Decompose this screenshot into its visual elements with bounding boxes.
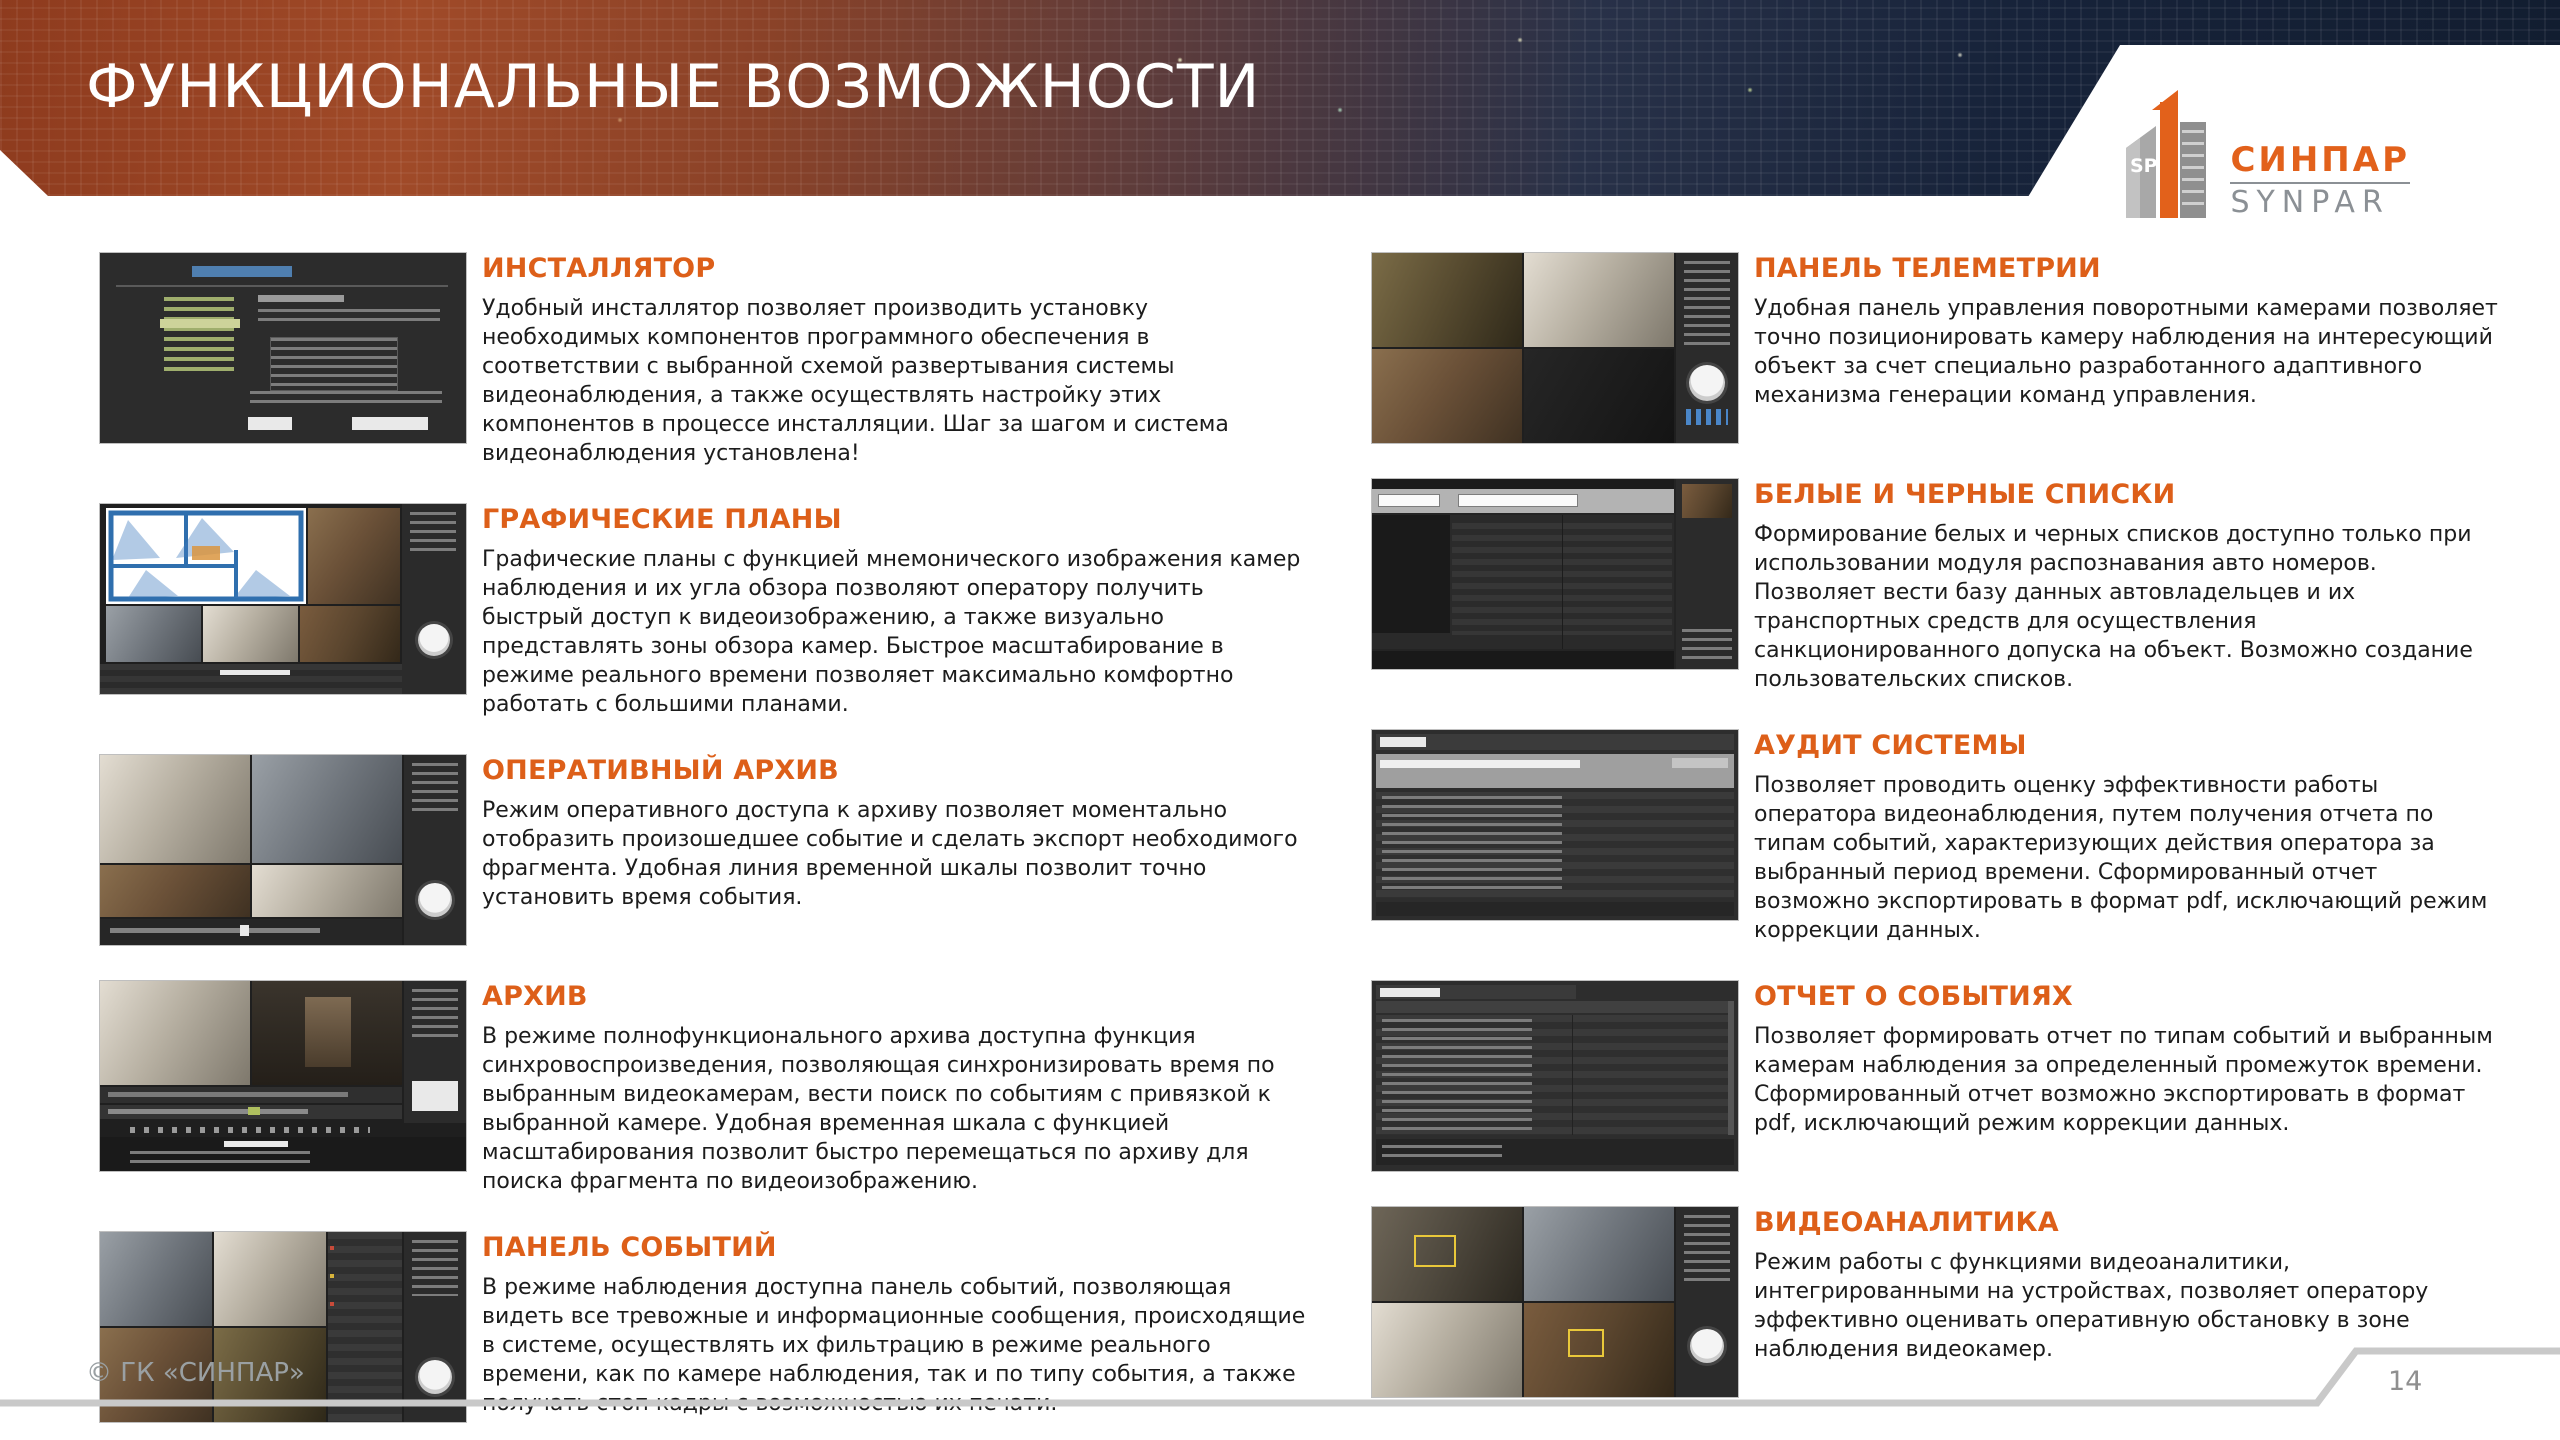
feature-title: ОТЧЕТ О СОБЫТИЯХ	[1754, 981, 2073, 1012]
analytics-screenshot-thumbnail	[1372, 1207, 1738, 1397]
installer-section-heading	[258, 295, 344, 302]
feature-title: БЕЛЫЕ И ЧЕРНЫЕ СПИСКИ	[1754, 479, 2176, 510]
device-tree	[1684, 261, 1730, 347]
column-divider	[1572, 1015, 1573, 1135]
lists-screenshot-thumbnail	[1372, 479, 1738, 669]
table-left-column	[1372, 515, 1450, 633]
feature-description: Удобный инсталлятор позволяет производить установку необходимых компонентов программного обеспечения в соответствии с выбранной схемой развертывания системы видеонаблюдения, а также осуществлять настройку этих компонентов в процессе инсталляции. Шаг за шагом и система видеонаблюдения установлена!	[482, 296, 1229, 466]
graphic-plans-screenshot-thumbnail	[100, 504, 466, 694]
logo-divider-line	[2230, 182, 2410, 184]
camera-tile	[1372, 253, 1522, 347]
feature-description: Позволяет проводить оценку эффективности работы оператора видеонаблюдения, путем получения отчета по типам событий, характеризующих действия оператора за выбранный период времени. Сформированный отчет возможно экспортировать в формат pdf, исключающий режим коррекции данных.	[1754, 773, 2488, 943]
logo-brand-en: SYNPAR	[2230, 185, 2390, 220]
camera-tile	[1524, 349, 1674, 443]
status-bar	[1376, 902, 1734, 916]
ptz-control-icon	[418, 624, 450, 656]
report-table-text	[1382, 1019, 1532, 1131]
timeline-marker	[248, 1107, 260, 1115]
export-dialog-shape	[412, 1081, 458, 1111]
divider	[116, 285, 448, 287]
audit-log-text	[1382, 796, 1562, 894]
report-header-row	[1380, 760, 1580, 768]
analytics-detection-box	[1414, 1235, 1456, 1267]
feature-white-black-lists	[1372, 479, 2507, 694]
side-panel-tree	[410, 512, 456, 552]
camera-tile	[1372, 349, 1522, 443]
camera-tile	[308, 508, 400, 604]
window-titlebar	[1372, 479, 1674, 489]
camera-tile	[252, 755, 402, 863]
camera-tile	[100, 981, 250, 1085]
analytics-detection-box	[1568, 1329, 1604, 1357]
status-bar	[1372, 651, 1674, 669]
table-header-row	[1376, 1001, 1734, 1013]
camera-tile	[100, 1232, 212, 1326]
installer-paragraph	[258, 309, 440, 326]
operative-archive-screenshot-thumbnail	[100, 755, 466, 945]
feature-event-report	[1372, 981, 2507, 1171]
feature-title: ПАНЕЛЬ СОБЫТИЙ	[482, 1232, 777, 1263]
feature-installer	[100, 253, 1315, 468]
feature-title: ВИДЕОАНАЛИТИКА	[1754, 1207, 2059, 1238]
camera-tile	[106, 606, 201, 662]
scrollbar-thumb	[220, 670, 290, 675]
feature-video-analytics	[1372, 1207, 2507, 1397]
feature-description: Графические планы с функцией мнемонического изображения камер наблюдения и их угла обзора позволяют оператору получить быстрый доступ к видеоизображению, а также визуально представлять зоны обзора камер. Быстрое масштабирование в режиме реального времени позволяет максимально комфортно работать с большими планами.	[482, 547, 1301, 717]
installer-menu-list	[164, 297, 234, 375]
feature-archive	[100, 981, 1315, 1196]
audit-screenshot-thumbnail	[1372, 730, 1738, 920]
camera-tile	[1524, 1207, 1674, 1301]
ptz-control-icon	[1690, 1329, 1724, 1363]
feature-title: ГРАФИЧЕСКИЕ ПЛАНЫ	[482, 504, 842, 535]
feature-title: АУДИТ СИСТЕМЫ	[1754, 730, 2027, 761]
camera-tile	[100, 865, 250, 917]
ptz-preset-buttons	[1686, 409, 1728, 425]
bottom-toolbar-text	[1382, 1145, 1502, 1159]
feature-event-panel	[100, 1232, 1315, 1422]
toolbar-field	[1380, 737, 1426, 747]
feature-title: ПАНЕЛЬ ТЕЛЕМЕТРИИ	[1754, 253, 2101, 284]
telemetry-screenshot-thumbnail	[1372, 253, 1738, 443]
slide-header	[0, 0, 2560, 220]
header-left-white-notch	[0, 150, 48, 196]
installer-component-checklist	[270, 337, 398, 391]
feature-description: Удобная панель управления поворотными камерами позволяет точно позиционировать камеру наблюдения на интересующий объект за счет специально разработанного адаптивного механизма генерации команд управления.	[1754, 296, 2498, 408]
installer-screenshot-thumbnail	[100, 253, 466, 443]
camera-stage-highlight	[305, 997, 351, 1067]
installer-menu-selected	[160, 319, 240, 328]
side-panel-tree	[412, 989, 458, 1037]
side-panel-tree	[1684, 1215, 1730, 1285]
feature-title: АРХИВ	[482, 981, 588, 1012]
logo-brand-ru: СИНПАР	[2230, 140, 2410, 180]
archive-screenshot-thumbnail	[100, 981, 466, 1171]
feature-description: В режиме полнофункционального архива доступна функция синхровоспроизведения, позволяющая синхронизировать время по выбранным видеокамерам, вести поиск по событиям с привязкой к выбранной камере. Удобная временная шкала с функцией масштабирования позволит быстро перемещаться по архиву для поиска фрагмента по видеоизображению.	[482, 1024, 1275, 1194]
alarm-event-dot	[330, 1302, 334, 1306]
timeline-bar	[108, 1092, 348, 1097]
filter-input	[1378, 494, 1440, 507]
toolbar-field	[1380, 988, 1440, 997]
playback-controls-row	[130, 1127, 370, 1133]
company-logo	[2122, 88, 2410, 220]
feature-operative-archive	[100, 755, 1315, 945]
timeline-bar	[110, 928, 320, 933]
event-report-screenshot-thumbnail	[1372, 981, 1738, 1171]
warning-event-dot	[330, 1274, 334, 1278]
ptz-control-icon	[418, 1360, 452, 1394]
side-panel-tree	[412, 763, 458, 815]
synpar-building-icon	[2122, 88, 2214, 220]
camera-tile	[100, 755, 250, 863]
camera-tile	[1524, 253, 1674, 347]
report-header-buttons	[1672, 758, 1728, 768]
features-column-left	[100, 253, 1315, 1440]
features-column-right	[1372, 253, 2507, 1433]
scrollbar	[1728, 1001, 1734, 1135]
logo-wordmark	[2230, 140, 2410, 220]
event-list	[328, 1232, 402, 1422]
timeline-bar	[108, 1109, 308, 1114]
feature-description: Режим оперативного доступа к архиву позволяет моментально отобразить произошедшее событие и сделать экспорт необходимого фрагмента. Удобная линия временной шкалы позволит точно установить время события.	[482, 798, 1298, 910]
feature-system-audit	[1372, 730, 2507, 945]
installer-back-button-shape	[248, 417, 292, 430]
floor-plan	[106, 508, 306, 604]
camera-tile	[203, 606, 298, 662]
toolbar	[1376, 734, 1734, 750]
page-number: 14	[2388, 1366, 2423, 1397]
timeline-playhead	[240, 925, 249, 936]
feature-description: Режим работы с функциями видеоаналитики, интегрированными на устройствах, позволяет оператору эффективно оценивать оперативную обстановку в зоне наблюдения видеокамер.	[1754, 1250, 2429, 1362]
installer-next-button-shape	[352, 417, 428, 430]
plate-photo-preview	[1682, 484, 1732, 518]
feature-graphic-plans	[100, 504, 1315, 719]
feature-title: ИНСТАЛЛЯТОР	[482, 253, 716, 284]
camera-tile	[252, 865, 402, 917]
event-panel-screenshot-thumbnail	[100, 1232, 466, 1422]
installer-footer-text	[250, 391, 442, 409]
column-divider	[1562, 515, 1563, 649]
camera-tile	[214, 1232, 326, 1326]
event-table-strip	[100, 664, 402, 694]
slide-title: ФУНКЦИОНАЛЬНЫЕ ВОЗМОЖНОСТИ	[86, 52, 1261, 122]
feature-description: Формирование белых и черных списков доступно только при использовании модуля распознавания авто номеров. Позволяет вести базу данных автовладельцев и их транспортных средств для осуществления санкционированного допуска на объект. Возможно создание пользовательских списков.	[1754, 522, 2473, 692]
feature-telemetry-panel	[1372, 253, 2507, 443]
feature-description: В режиме наблюдения доступна панель событий, позволяющая видеть все тревожные и информационные сообщения, происходящие в системе, осуществлять их фильтрацию в режиме реального времени, как по камере наблюдения, так и по типу события, а также получать стоп кадры с возможностью их печати.	[482, 1275, 1306, 1416]
plate-details-text	[1682, 629, 1732, 661]
feature-title: ОПЕРАТИВНЫЙ АРХИВ	[482, 755, 839, 786]
installer-title-bar	[192, 266, 292, 277]
scrollbar-thumb	[224, 1141, 288, 1147]
logo-monogram: SP	[2130, 155, 2159, 177]
floor-plan-drawing	[106, 508, 306, 604]
camera-tile	[300, 606, 400, 662]
side-panel-tree	[412, 1240, 458, 1296]
toolbar-labels	[130, 1151, 310, 1163]
alarm-event-dot	[330, 1246, 334, 1250]
feature-description: Позволяет формировать отчет по типам событий и выбранным камерам наблюдения за определенный промежуток времени. Сформированный отчет возможно экспортировать в формат pdf, исключающий режим коррекции данных.	[1754, 1024, 2493, 1136]
ptz-joystick-icon	[1689, 365, 1725, 401]
ptz-control-icon	[418, 883, 452, 917]
camera-tile	[1372, 1303, 1522, 1397]
copyright-text: © ГК «СИНПАР»	[86, 1358, 305, 1388]
search-input	[1458, 494, 1578, 507]
